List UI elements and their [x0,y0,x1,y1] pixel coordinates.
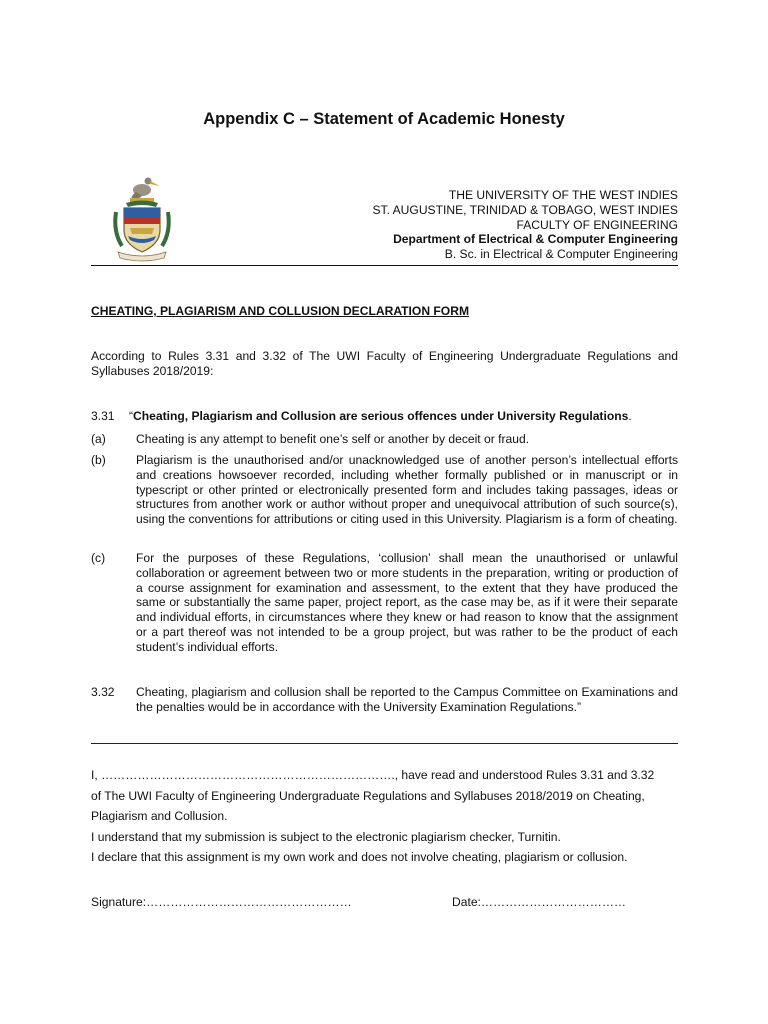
intro-paragraph: According to Rules 3.31 and 3.32 of The UWI Faculty of Engineering Undergraduate Regulations and Syllabuses 2018/2019: [91,349,678,378]
page-title: Appendix C – Statement of Academic Honesty [203,110,565,128]
declaration-block [91,765,678,868]
signature-field: Signature:…………………………………………… [91,895,352,909]
rule-number-331: 3.31 [91,409,115,423]
university-header [300,188,678,262]
item-text-b: Plagiarism is the unauthorised and/or unacknowledged use of another person’s intellectual efforts and creations howsoever recorded, including whether formally published or in manuscript or in typescript or other printed or electronically presented form and includes taking passages, ideas or structures from another work or author without proper and unequivocal attribution of such source(s), using the conventions for attributions or citing used in this University. Plagiarism is a form of cheating. [136,453,678,527]
heading-period: . [628,409,632,423]
item-text-c: For the purposes of these Regulations, ‘collusion’ shall mean the unauthorised or unlawful collaboration or agreement between two or more students in the preparation, writing or production of a course assignment for examination and assessment, to the extent that they have produced the same or substantially the same paper, project report, as the case may be, as if it were their separate and individual efforts, in circumstances where they knew or had reason to know that the assignment or a part thereof was not intended to be a group project, but was rather to be the product of each student’s individual efforts. [136,551,678,654]
declaration-line-3: Plagiarism and Collusion. [91,809,228,824]
rule-332-text: Cheating, plagiarism and collusion shall be reported to the Campus Committee on Examinations and the penalties would be in accordance with the University Examination Regulations.” [136,685,678,714]
rule-331-heading-text: Cheating, Plagiarism and Collusion are serious offences under University Regulations [133,409,629,423]
department-name: Department of Electrical & Computer Engineering [393,232,678,247]
header-divider [91,265,678,266]
declaration-line-2: of The UWI Faculty of Engineering Undergraduate Regulations and Syllabuses 2018/2019 on Cheating, [91,788,645,803]
declaration-line-5: I declare that this assignment is my own work and does not involve cheating, plagiarism or collusion. [91,850,628,865]
declaration-line-1: I, ………………………………………………………………., have read and understood Rules 3.31 and 3.32 [91,768,655,782]
item-text-a: Cheating is any attempt to benefit one’s self or another by deceit or fraud. [136,432,530,446]
open-quote: “ [129,409,134,423]
item-label-a: (a) [91,432,106,446]
university-crest-logo [110,172,174,262]
programme-name: B. Sc. in Electrical & Computer Engineering [444,247,678,262]
date-field: Date:……………………………… [452,895,627,909]
rule-331-heading [129,409,632,424]
faculty-name: FACULTY OF ENGINEERING [516,217,678,232]
university-name: THE UNIVERSITY OF THE WEST INDIES [448,188,678,202]
form-title: CHEATING, PLAGIARISM AND COLLUSION DECLARATION FORM [91,304,470,318]
item-label-c: (c) [91,551,106,565]
section-divider [91,743,678,744]
campus-location: ST. AUGUSTINE, TRINIDAD & TOBAGO, WEST INDIES [372,202,678,217]
rule-number-332: 3.32 [91,685,115,699]
item-label-b: (b) [91,453,106,467]
declaration-line-4: I understand that my submission is subject to the electronic plagiarism checker, Turnitin. [91,829,561,844]
